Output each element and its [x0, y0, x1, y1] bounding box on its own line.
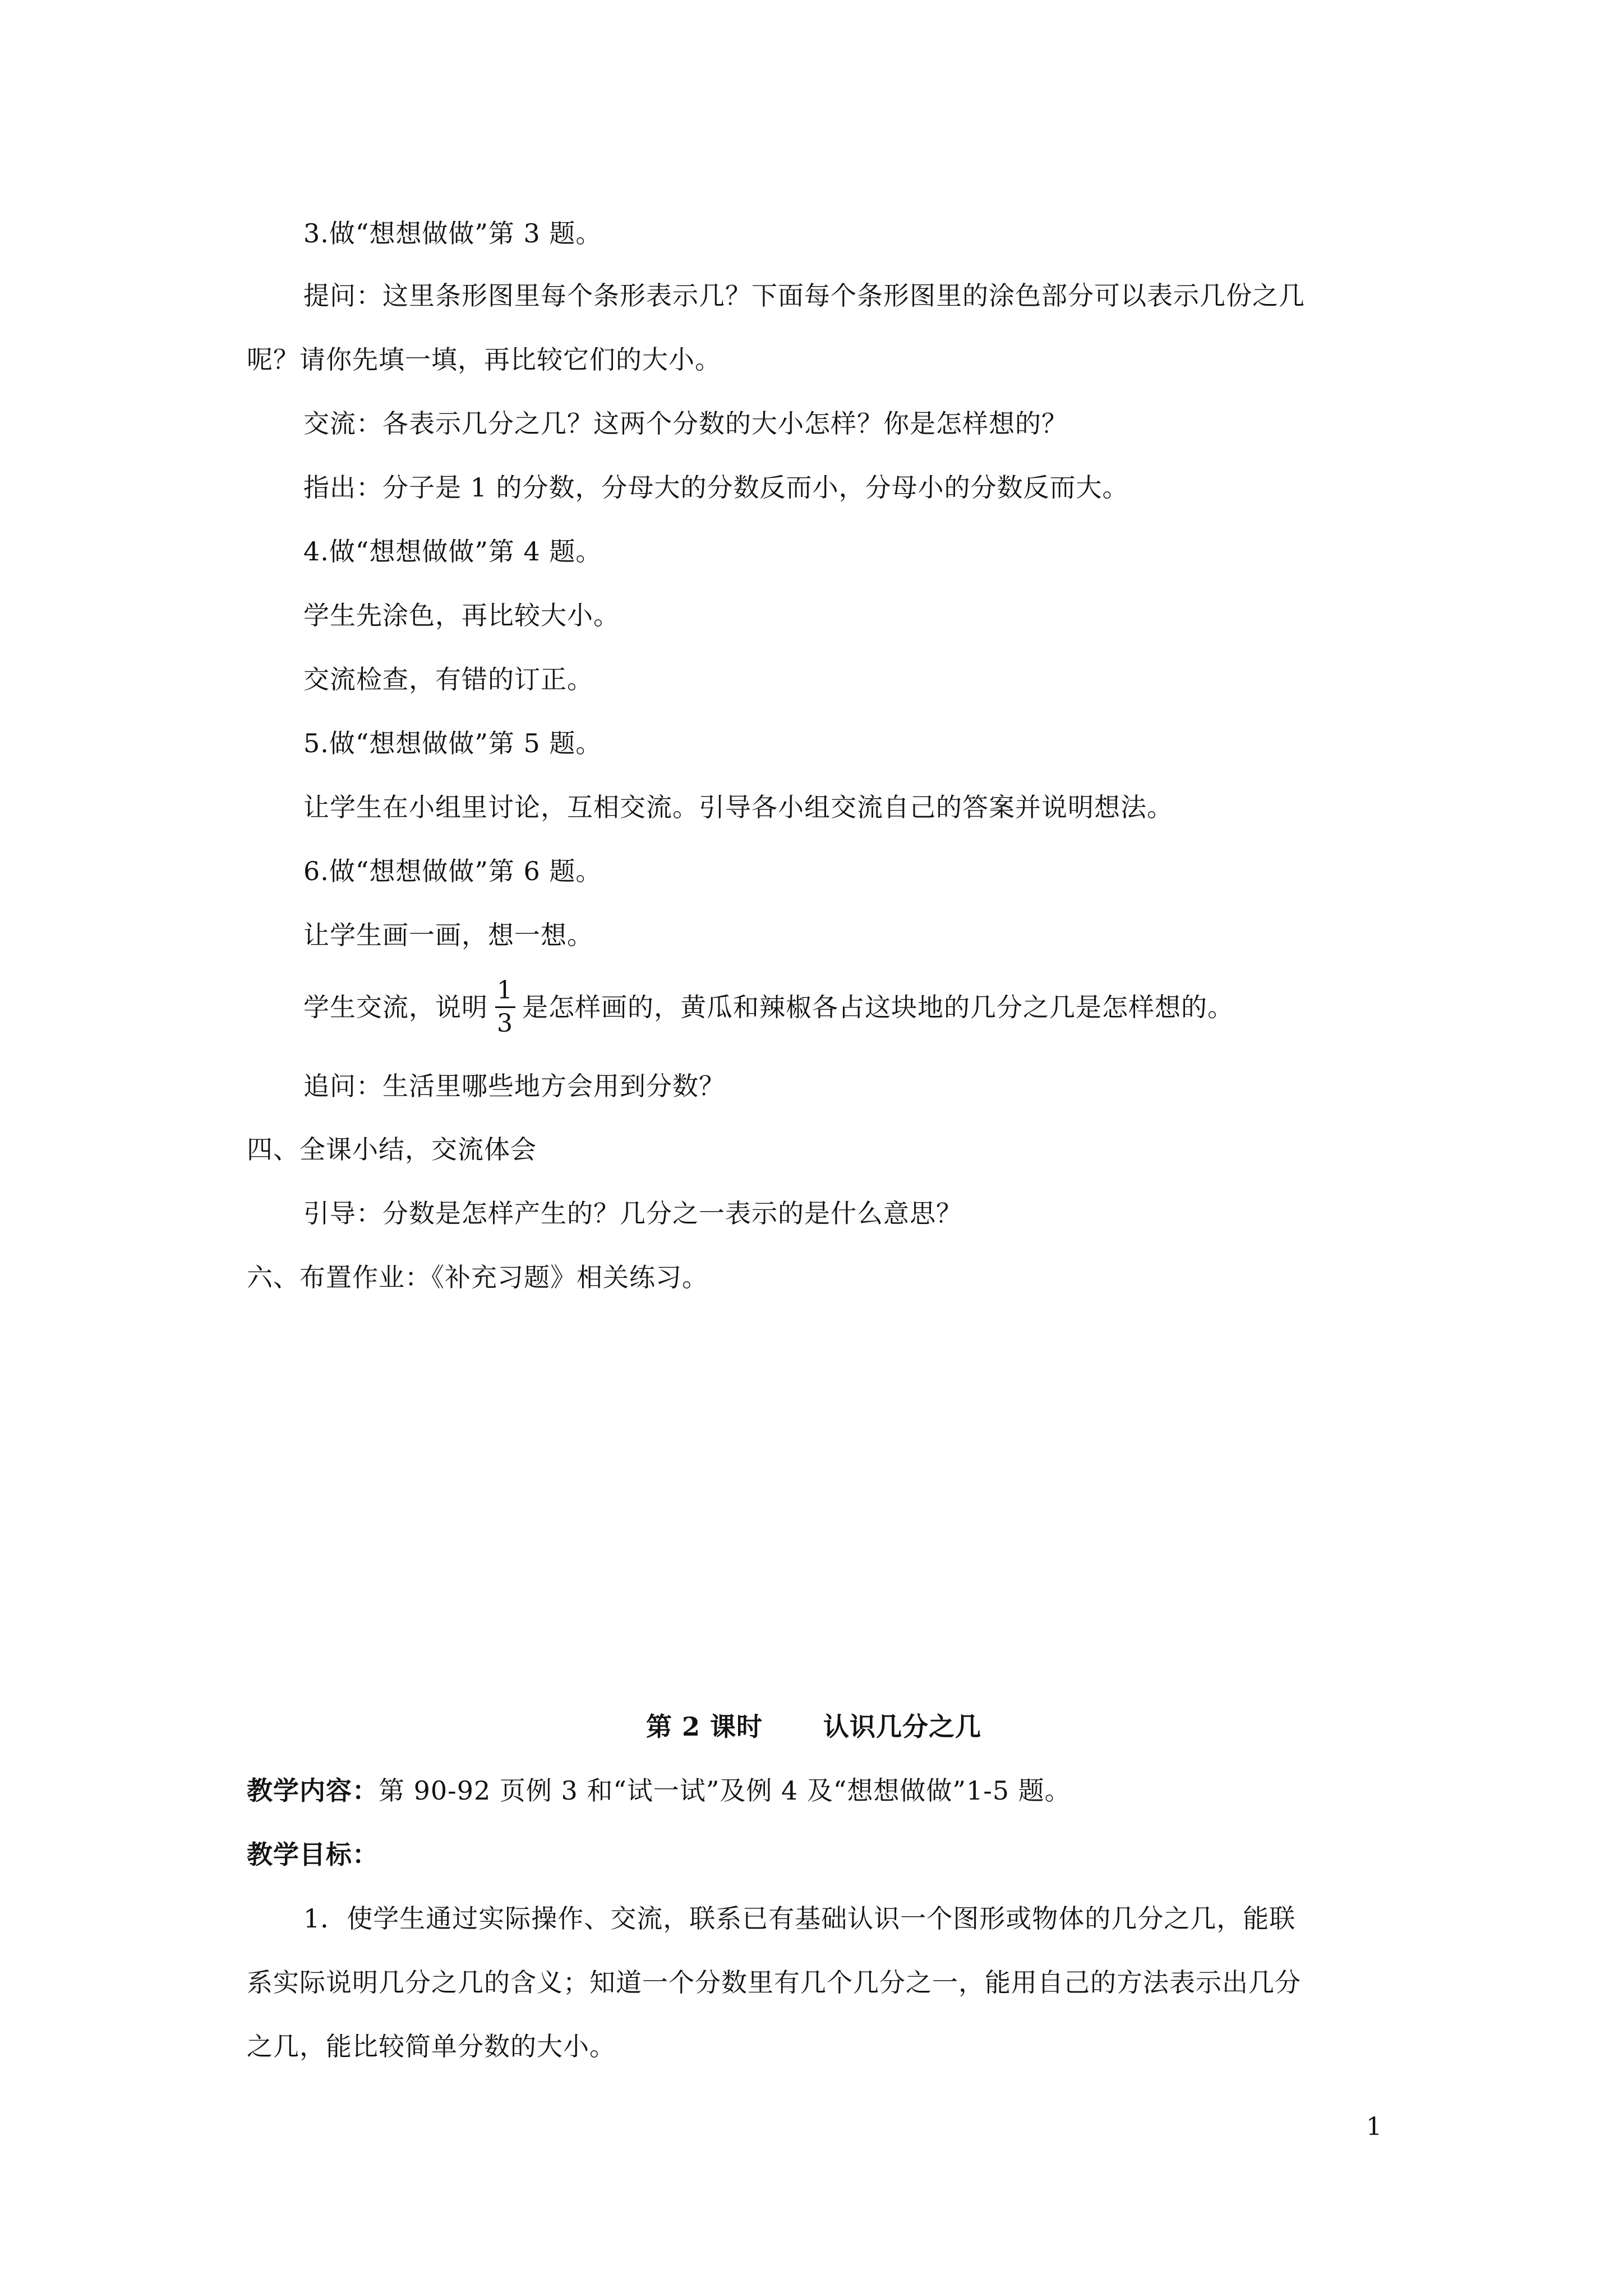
- teaching-content: [247, 1775, 1071, 1806]
- goal-1-line-2: 系实际说明几分之几的含义；知道一个分数里有几个几分之一，能用自己的方法表示出几分: [247, 1967, 1301, 1998]
- discussion-line: 交流：各表示几分之几？这两个分数的大小怎样？你是怎样想的？: [303, 408, 1068, 439]
- item-4-line-2: 交流检查，有错的订正。: [303, 664, 593, 694]
- fraction-numerator: 1: [497, 976, 513, 1005]
- teaching-content-text: 第 90-92 页例 3 和“试一试”及例 4 及“想想做做”1-5 题。: [379, 1775, 1071, 1806]
- fraction-one-third: [494, 978, 517, 1036]
- lesson-title-period: 第 2 课时: [646, 1711, 763, 1742]
- follow-up-question: 追问：生活里哪些地方会用到分数？: [303, 1071, 725, 1101]
- goal-1-line-3: 之几，能比较简单分数的大小。: [247, 2031, 616, 2062]
- page-number: 1: [1366, 2113, 1382, 2141]
- teaching-goals-label: 教学目标：: [247, 1839, 379, 1870]
- item-5-heading: 5.做“想想做做”第 5 题。: [303, 728, 602, 758]
- item-6-line-1: 让学生画一画，想一想。: [303, 920, 593, 950]
- item-3-heading: 3.做“想想做做”第 3 题。: [303, 218, 602, 249]
- item-6-line-2: [303, 976, 1234, 1038]
- item-4-heading: 4.做“想想做做”第 4 题。: [303, 536, 602, 567]
- item-6-heading: 6.做“想想做做”第 6 题。: [303, 856, 602, 886]
- guide-line: 引导：分数是怎样产生的？几分之一表示的是什么意思？: [303, 1198, 962, 1228]
- goal-1-line-1: 1．使学生通过实际操作、交流，联系已有基础认识一个图形或物体的几分之几，能联: [303, 1903, 1296, 1934]
- section-6-heading: 六、布置作业：《补充习题》相关练习。: [247, 1262, 708, 1292]
- item-5-line: 让学生在小组里讨论，互相交流。引导各小组交流自己的答案并说明想法。: [303, 792, 1173, 822]
- question-line-2: 呢？请你先填一填，再比较它们的大小。: [247, 344, 721, 375]
- lesson-title-topic: 认识几分之几: [823, 1711, 981, 1742]
- fraction-denominator: 3: [497, 1009, 513, 1038]
- point-out-line: 指出：分子是 1 的分数，分母大的分数反而小，分母小的分数反而大。: [303, 472, 1129, 503]
- item-4-line-1: 学生先涂色，再比较大小。: [303, 600, 620, 631]
- item-6-line-2-prefix: 学生交流，说明: [303, 992, 488, 1023]
- section-4-heading: 四、全课小结，交流体会: [247, 1134, 537, 1165]
- question-line-1: 提问：这里条形图里每个条形表示几？下面每个条形图里的涂色部分可以表示几份之几: [303, 280, 1305, 311]
- item-6-line-2-suffix: 是怎样画的，黄瓜和辣椒各占这块地的几分之几是怎样想的。: [522, 992, 1234, 1023]
- teaching-content-label: 教学内容：: [247, 1775, 379, 1806]
